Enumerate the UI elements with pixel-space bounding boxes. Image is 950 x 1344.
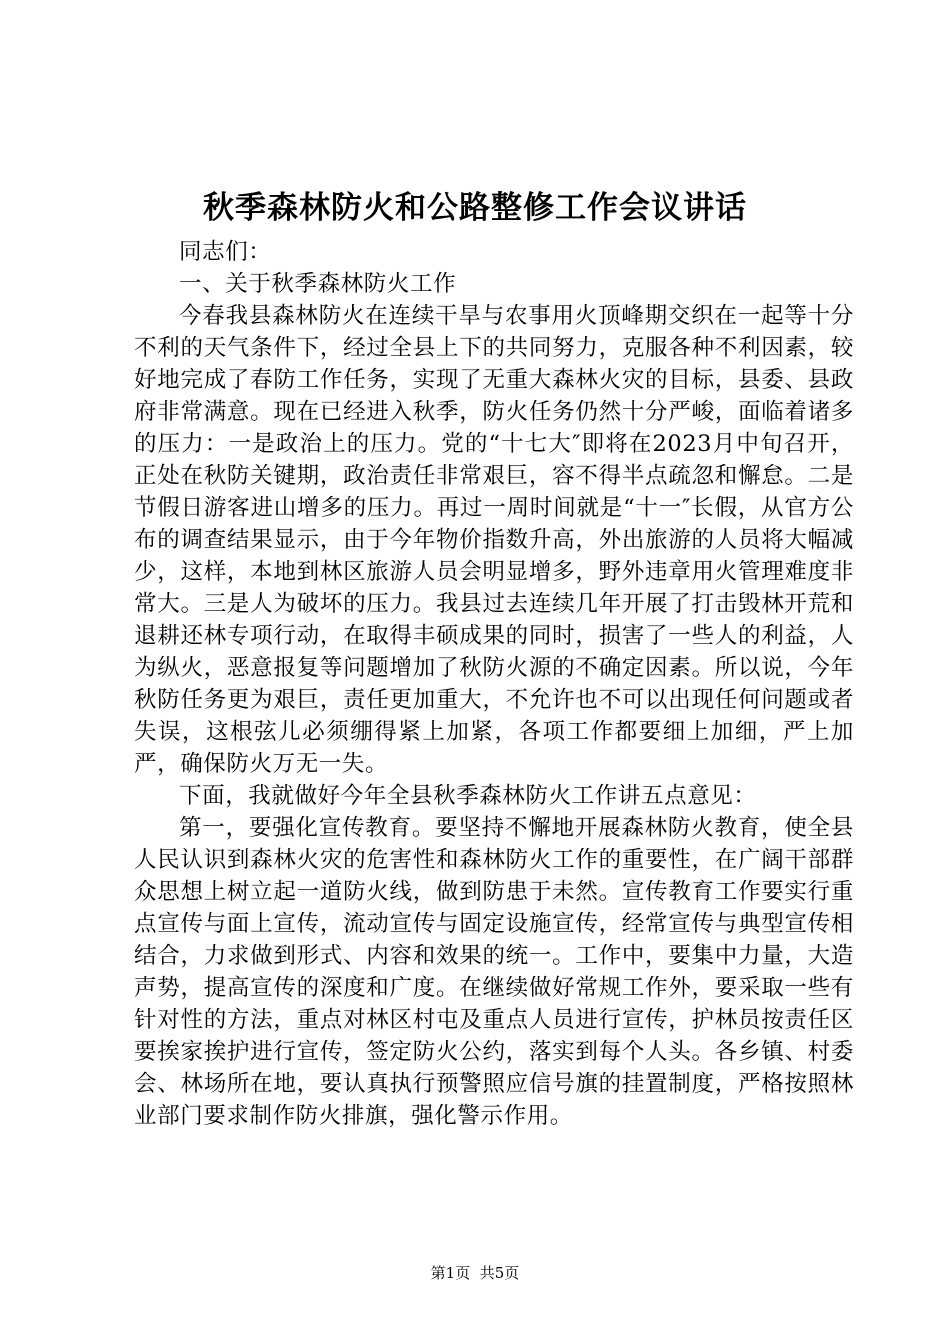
- body-paragraph: 下面，我就做好今年全县秋季森林防火工作讲五点意见：: [179, 783, 757, 809]
- document-title: 秋季森林防火和公路整修工作会议讲话: [203, 190, 747, 226]
- page-footer: [0, 1262, 950, 1284]
- body-paragraph: 今春我县森林防火在连续干旱与农事用火顶峰期交织在一起等十分不利的天气条件下，经过全县上下的共同努力，克服各种不利因素，较好地完成了春防工作任务，实现了无重大森林火灾的目标，县委、县政府非常满意。现在已经进入秋季，防火任务仍然十分严峻，面临着诸多的压力：一是政治上的压力。党的“十七大″即将在2023月中旬召开，正处在秋防关键期，政治责任非常艰巨，容不得半点疏忽和懈怠。二是节假日游客进山增多的压力。再过一周时间就是“十一″长假，从官方公布的调查结果显示，由于今年物价指数升高，外出旅游的人员将大幅减少，这样，本地到林区旅游人员会明显增多，野外违章用火管理难度非常大。三是人为破坏的压力。我县过去连续几年开展了打击毁林开荒和退耕还林专项行动，在取得丰硕成果的同时，损害了一些人的利益，人为纵火，恶意报复等问题增加了秋防火源的不确定因素。所以说，今年秋防任务更为艰巨，责任更加重大，不允许也不可以出现任何问题或者失误，这根弦儿必须绷得紧上加紧，各项工作都要细上加细，严上加严，确保防火万无一失。: [134, 303, 854, 777]
- body-paragraph: 第一，要强化宣传教育。要坚持不懈地开展森林防火教育，使全县人民认识到森林火灾的危害性和森林防火工作的重要性，在广阔干部群众思想上树立起一道防火线，做到防患于未然。宣传教育工作要实行重点宣传与面上宣传，流动宣传与固定设施宣传，经常宣传与典型宣传相结合，力求做到形式、内容和效果的统一。工作中，要集中力量，大造声势，提高宣传的深度和广度。在继续做好常规工作外，要采取一些有针对性的方法，重点对林区村屯及重点人员进行宣传，护林员按责任区要挨家挨护进行宣传，签定防火公约，落实到每个人头。各乡镇、村委会、林场所在地，要认真执行预警照应信号旗的挂置制度，严格按照林业部门要求制作防火排旗，强化警示作用。: [134, 815, 854, 1129]
- section-heading: 一、关于秋季森林防火工作: [179, 271, 457, 297]
- document-body: [134, 236, 854, 1132]
- page-number: 第1页: [430, 1264, 471, 1282]
- salutation: 同志们：: [179, 239, 272, 265]
- page-total: 共5页: [479, 1264, 520, 1282]
